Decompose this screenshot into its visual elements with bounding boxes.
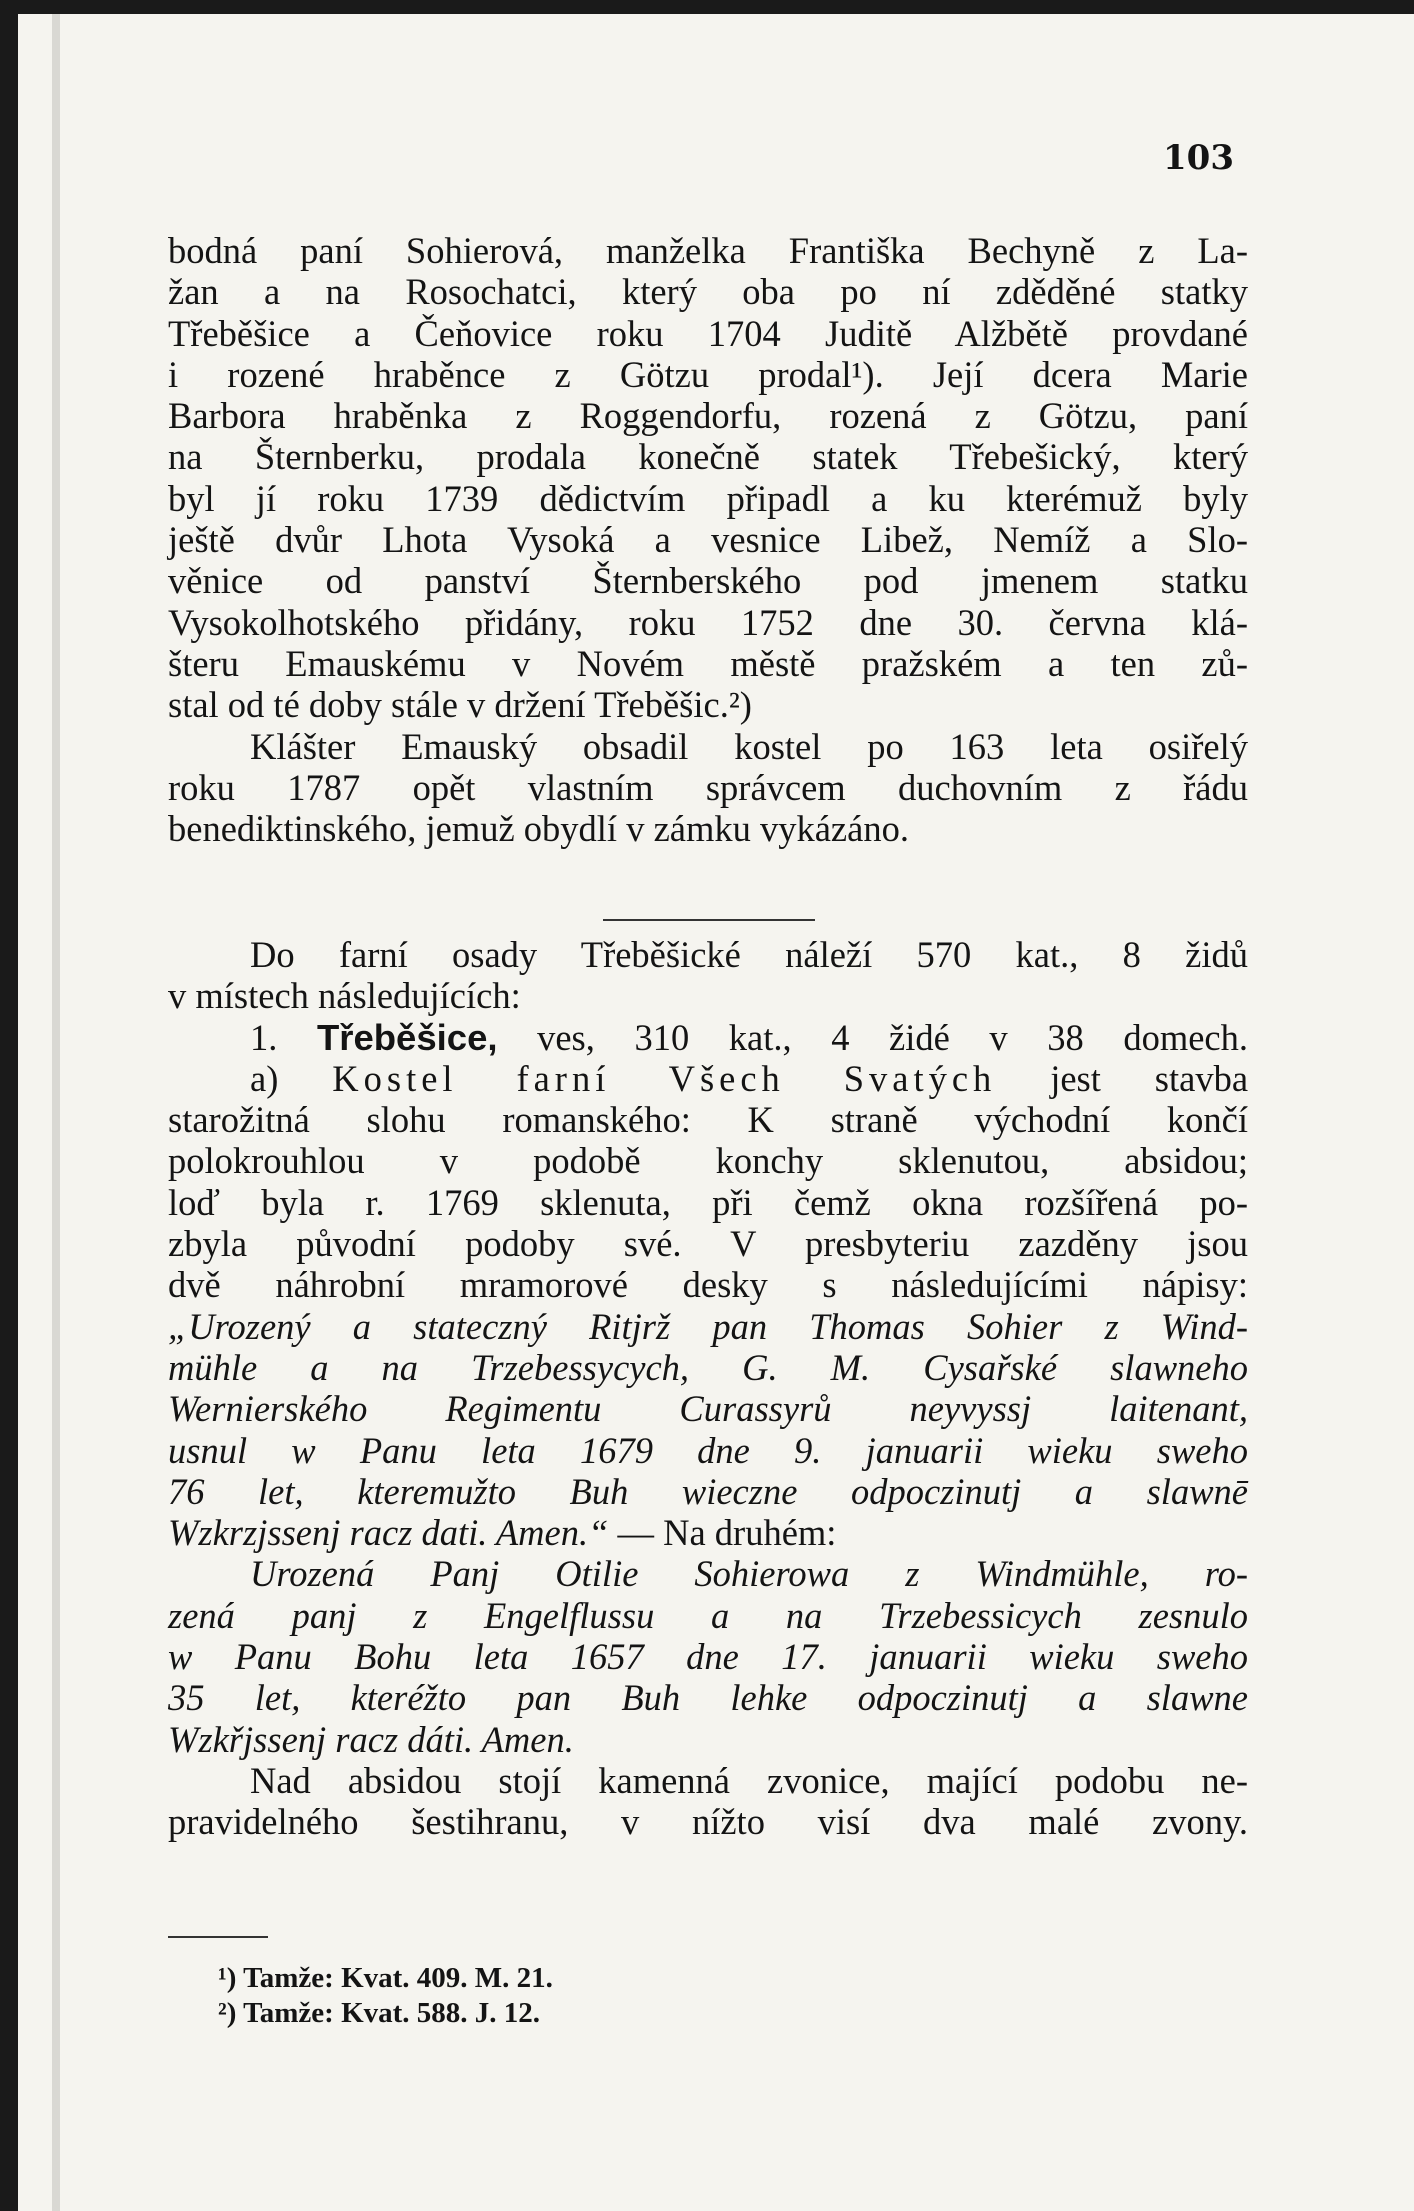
text-line: v místech následujících:: [168, 975, 521, 1017]
entry-prefix: a): [250, 1057, 279, 1099]
text-line: na Šternberku, prodala konečně statek Třebešický, který: [168, 436, 1248, 478]
inscription-line: zená panj z Engelflussu a na Trzebessicych zesnulo: [168, 1594, 1248, 1636]
entry-name: Třeběšice,: [316, 1016, 498, 1058]
text-line: i rozené hraběnce z Götzu prodal¹). Její dcera Marie: [168, 353, 1248, 395]
inscription-line: Wzkřjssenj racz dáti. Amen.: [168, 1718, 574, 1760]
church-title: Kostel farní Všech Svatých: [332, 1057, 997, 1099]
inscription-line: „Urozený a stateczný Ritjrž pan Thomas Sohier z Wind-: [168, 1305, 1248, 1347]
text-line: bodná paní Sohierová, manželka Františka Bechyně z La-: [168, 230, 1248, 271]
section-divider: [603, 919, 815, 921]
text-line: Vysokolhotského přidány, roku 1752 dne 30. června klá-: [168, 601, 1248, 643]
text-line: ještě dvůr Lhota Vysoká a vesnice Libež, Nemíž a Slo-: [168, 519, 1248, 561]
inscription-line: 35 let, kteréžto pan Buh lehke odpoczinutj a slawne: [168, 1677, 1248, 1719]
entry-trebesice: [168, 1017, 1248, 1058]
text-line: dvě náhrobní mramorové desky s následujícími nápisy:: [168, 1264, 1248, 1306]
footnote: ²) Tamže: Kvat. 588. J. 12.: [218, 1997, 541, 2029]
text-line: věnice od panství Šternberského pod jmenem statku: [168, 560, 1248, 602]
inscription-line: Wzkrzjssenj racz dati. Amen.“: [168, 1512, 609, 1554]
inscription-line: usnul w Panu leta 1679 dne 9. januarii wieku sweho: [168, 1429, 1248, 1471]
text-line: — Na druhém:: [617, 1512, 837, 1554]
entry-text: ves, 310 kat., 4 židé v 38 domech.: [537, 1016, 1248, 1058]
footnote-divider: [168, 1936, 268, 1938]
page-margin-shadow: [52, 14, 60, 2211]
entry-number: 1.: [250, 1016, 278, 1058]
inscription-line: 76 let, kteremužto Buh wieczne odpoczinutj a slawnē: [168, 1470, 1248, 1512]
text-line: Do farní osady Třeběšické náleží 570 kat., 8 židů: [250, 934, 1248, 975]
paragraph-parish: [168, 934, 1248, 1843]
book-page: [18, 14, 1414, 2211]
text-line: Nad absidou stojí kamenná zvonice, mající podobu ne-: [250, 1759, 1248, 1801]
inscription-line: mühle a na Trzebessycych, G. M. Cysařské slawneho: [168, 1346, 1248, 1388]
text-line: zbyla původní podoby své. V presbyteriu zazděny jsou: [168, 1223, 1248, 1265]
entry-church-heading: [168, 1058, 1248, 1099]
inscription-line: Wernierského Regimentu Curassyrů neyvyssj laitenant,: [168, 1388, 1248, 1430]
inscription-end-line: [168, 1512, 1248, 1553]
page-number: 103: [1163, 138, 1234, 178]
text-line: starožitná slohu romanského: K straně východní končí: [168, 1099, 1248, 1141]
text-line: stal od té doby stále v držení Třeběšic.²): [168, 684, 752, 726]
text-line: benediktinského, jemuž obydlí v zámku vykázáno.: [168, 808, 909, 850]
text-line: Klášter Emauský obsadil kostel po 163 leta osiřelý: [250, 725, 1248, 767]
inscription-line: Urozená Panj Otilie Sohierowa z Windmühle, ro-: [250, 1553, 1248, 1595]
text-line: polokrouhlou v podobě konchy sklenutou, absidou;: [168, 1140, 1248, 1182]
footnote: ¹) Tamže: Kvat. 409. M. 21.: [218, 1962, 553, 1994]
text-line: roku 1787 opět vlastním správcem duchovním z řádu: [168, 766, 1248, 808]
footnotes: [218, 1961, 553, 2031]
entry-text: jest stavba: [1050, 1057, 1249, 1099]
text-line: byl jí roku 1739 dědictvím připadl a ku kterémuž byly: [168, 477, 1248, 519]
text-line: Barbora hraběnka z Roggendorfu, rozená z Götzu, paní: [168, 395, 1248, 437]
inscription-line: w Panu Bohu leta 1657 dne 17. januarii wieku sweho: [168, 1636, 1248, 1678]
text-line: Třeběšice a Čeňovice roku 1704 Juditě Alžbětě provdané: [168, 312, 1248, 354]
text-line: loď byla r. 1769 sklenuta, při čemž okna rozšířená po-: [168, 1181, 1248, 1223]
text-line: žan a na Rosochatci, který oba po ní zděděné statky: [168, 271, 1248, 313]
text-line: šteru Emauskému v Novém městě pražském a ten zů-: [168, 642, 1248, 684]
text-line: pravidelného šestihranu, v nížto visí dva malé zvony.: [168, 1801, 1248, 1843]
paragraph-history: [168, 230, 1248, 849]
